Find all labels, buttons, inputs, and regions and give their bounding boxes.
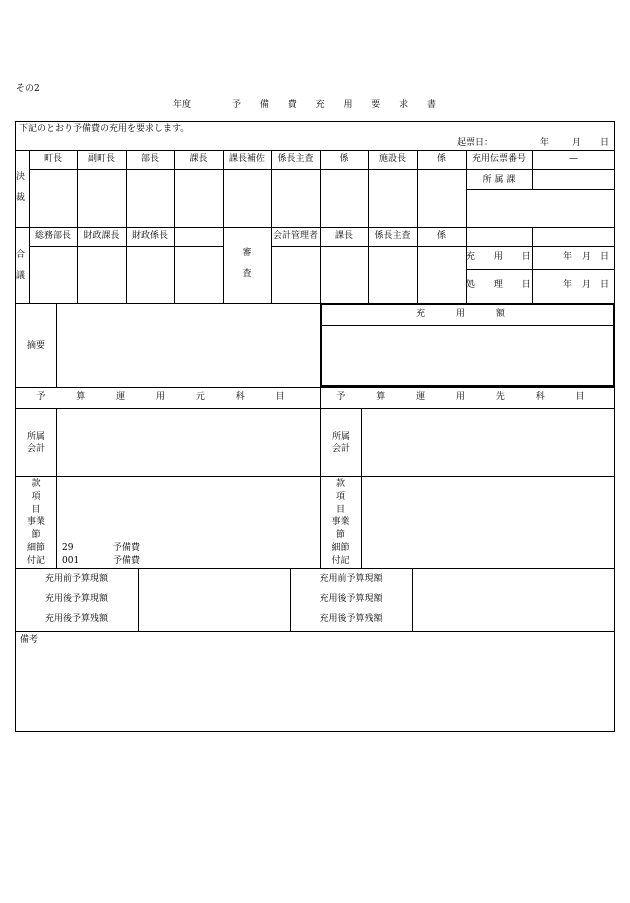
consult-col-line	[466, 227, 467, 303]
dest-item-project: 事業	[331, 517, 350, 527]
source-item-sub-setsu: 細節	[26, 543, 45, 553]
consult-date-divider	[532, 227, 533, 303]
approval-bottom-line	[15, 227, 615, 228]
source-balance-after: 充用後予算現額	[44, 594, 108, 604]
source-item-setsu: 節	[31, 530, 41, 540]
balances-dest-divider	[412, 568, 413, 631]
source-account-label-2: 会計	[27, 444, 46, 454]
summary-label: 摘要	[27, 341, 46, 351]
source-note-code: 001	[62, 556, 80, 566]
balances-bottom-line	[15, 631, 615, 632]
balances-source-divider	[138, 568, 139, 631]
dest-account-label-1: 所属	[332, 432, 351, 442]
consult-col-subsection-chief: 係長主査	[374, 231, 411, 241]
consult-col-finance-chief: 財政課長	[83, 231, 120, 241]
budget-header-line	[15, 408, 615, 409]
voucher-number-label: 充用伝票番号	[471, 154, 526, 164]
approval-col-staff-2: 係	[436, 154, 446, 164]
approval-col-subsection-chief: 係長主査	[277, 154, 314, 164]
dept-line-1	[466, 189, 615, 190]
dest-item-kou: 項	[335, 492, 345, 502]
consult-side-label-1: 合	[16, 250, 26, 260]
consult-col-line	[223, 227, 224, 303]
approval-side-label-2: 裁	[16, 193, 26, 203]
source-balance-remaining: 充用後予算残額	[44, 614, 108, 624]
voucher-number-value: —	[569, 154, 578, 164]
account-row-bottom-line	[15, 476, 615, 477]
processing-date-year: 年	[563, 280, 573, 290]
approval-header-line	[29, 169, 615, 170]
budget-source-title: 予 算 運 用 元 科 目	[36, 392, 299, 402]
budget-center-divider	[320, 387, 321, 568]
processing-date-month: 月	[582, 280, 592, 290]
form-frame	[15, 121, 615, 732]
allocation-date-label: 充 用 日	[466, 252, 539, 262]
source-account-divider	[56, 408, 57, 568]
source-sub-setsu-code: 29	[62, 543, 74, 553]
consult-date-line	[466, 269, 615, 270]
source-item-kou: 項	[31, 492, 41, 502]
dest-balance-after: 充用後予算現額	[319, 594, 383, 604]
approval-side-divider	[29, 150, 30, 303]
review-label-2: 査	[242, 269, 252, 279]
dest-item-setsu: 節	[335, 530, 345, 540]
allocation-amount-label: 充 用 額	[416, 309, 519, 319]
source-sub-setsu-name: 予備費	[113, 543, 141, 553]
page-label: その2	[16, 84, 40, 94]
dest-account-divider	[361, 408, 362, 568]
consult-col-staff: 係	[436, 231, 446, 241]
processing-date-label: 処 理 日	[466, 280, 539, 290]
approval-col-facility-head: 施設長	[378, 154, 406, 164]
issue-date-label: 起票日：	[457, 138, 494, 148]
source-item-moku: 目	[31, 505, 41, 515]
processing-date-day: 日	[600, 280, 610, 290]
approval-col-staff: 係	[339, 154, 349, 164]
approval-col-mayor: 町長	[43, 154, 62, 164]
issue-date-day: 日	[600, 138, 610, 148]
source-item-kan: 款	[31, 479, 41, 489]
balances-top-line	[15, 568, 615, 569]
document-title: 予 備 費 充 用 要 求 書	[232, 100, 445, 110]
fiscal-year-label: 年度	[173, 100, 192, 110]
department-label: 所 属 課	[482, 175, 516, 185]
review-label-1: 審	[242, 248, 252, 258]
dest-balance-before: 充用前予算現額	[319, 574, 383, 584]
consult-col-general-affairs: 総務部長	[34, 231, 71, 241]
issue-date-year: 年	[540, 138, 550, 148]
source-item-note: 付記	[26, 556, 45, 566]
source-note-name: 予備費	[113, 556, 141, 566]
allocation-amount-header-line	[320, 325, 615, 326]
remarks-label: 備考	[20, 635, 39, 645]
consult-col-accountant: 会計管理者	[272, 231, 318, 241]
dest-item-sub-setsu: 細節	[331, 543, 350, 553]
allocation-date-day: 日	[600, 252, 610, 262]
allocation-date-year: 年	[563, 252, 573, 262]
approval-side-label-1: 決	[16, 172, 26, 182]
dest-item-note: 付記	[331, 556, 350, 566]
allocation-date-month: 月	[582, 252, 592, 262]
consult-header-line-right	[271, 246, 615, 247]
approval-col-section-chief: 課長	[189, 154, 208, 164]
consult-side-label-2: 議	[16, 271, 26, 281]
summary-label-divider	[56, 303, 57, 387]
approval-col-assistant-chief: 課長補佐	[228, 154, 265, 164]
dest-balance-remaining: 充用後予算残額	[319, 614, 383, 624]
approval-col-deputy-mayor: 副町長	[87, 154, 115, 164]
source-balance-before: 充用前予算現額	[44, 574, 108, 584]
budget-top-line	[15, 387, 615, 388]
request-statement: 下記のとおり予備費の充用を要求します。	[19, 124, 190, 134]
budget-destination-title: 予 算 運 用 先 科 目	[336, 392, 599, 402]
consult-col-line	[174, 227, 175, 303]
dest-account-label-2: 会計	[332, 444, 351, 454]
approval-col-director: 部長	[140, 154, 159, 164]
consult-col-finance-subchief: 財政係長	[131, 231, 168, 241]
dest-item-moku: 目	[335, 505, 345, 515]
dest-item-kan: 款	[335, 479, 345, 489]
source-account-label-1: 所属	[27, 432, 46, 442]
approval-top-line	[15, 150, 615, 151]
source-item-project: 事業	[26, 517, 45, 527]
issue-date-month: 月	[572, 138, 582, 148]
consult-col-chief: 課長	[334, 231, 353, 241]
